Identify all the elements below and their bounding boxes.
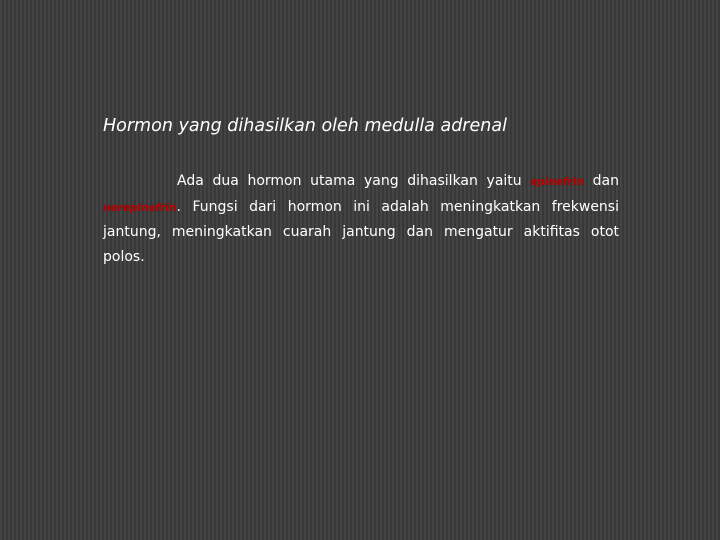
term-norepinefrin: norepinefrin	[103, 201, 177, 214]
term-epinefrin: epinefrin	[530, 176, 584, 188]
paragraph-text-3: . Fungsi dari hormon ini adalah meningkatkan frekwensi jantung, meningkatkan cuarah jantung dan mengatur aktifitas otot polos.	[103, 198, 619, 265]
paragraph-text-2: dan	[584, 173, 620, 189]
paragraph-text-1: Ada dua hormon utama yang dihasilkan yaitu	[177, 173, 531, 189]
body-paragraph	[103, 169, 619, 269]
slide-title: Hormon yang dihasilkan oleh medulla adrenal	[103, 116, 507, 136]
